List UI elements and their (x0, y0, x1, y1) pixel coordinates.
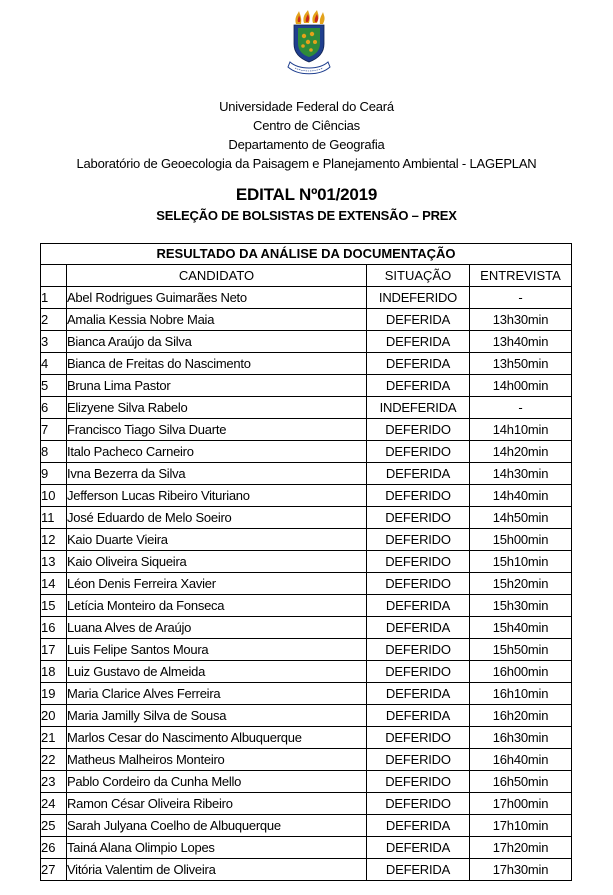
candidate-number: 17 (41, 639, 67, 661)
candidate-number: 9 (41, 463, 67, 485)
candidate-status: DEFERIDA (367, 859, 470, 881)
candidate-number: 16 (41, 617, 67, 639)
candidate-status: DEFERIDO (367, 573, 470, 595)
table-row (41, 441, 572, 463)
interview-time: 15h30min (470, 595, 572, 617)
candidate-number: 5 (41, 375, 67, 397)
candidate-status: DEFERIDO (367, 441, 470, 463)
university-emblem-logo (287, 10, 331, 78)
table-row (41, 727, 572, 749)
candidate-number: 13 (41, 551, 67, 573)
candidate-number: 8 (41, 441, 67, 463)
candidate-number: 10 (41, 485, 67, 507)
candidate-status: DEFERIDA (367, 353, 470, 375)
interview-time: - (470, 397, 572, 419)
laboratory-name: Laboratório de Geoecologia da Paisagem e Planejamento Ambiental - LAGEPLAN (76, 156, 537, 171)
candidate-name: Amalia Kessia Nobre Maia (67, 309, 367, 331)
university-name: Universidade Federal do Ceará (219, 99, 394, 114)
candidate-number: 25 (41, 815, 67, 837)
table-caption-row (41, 244, 572, 265)
candidate-name: Pablo Cordeiro da Cunha Mello (67, 771, 367, 793)
candidate-status: DEFERIDO (367, 749, 470, 771)
interview-time: 17h10min (470, 815, 572, 837)
candidate-status: INDEFERIDA (367, 397, 470, 419)
candidate-status: DEFERIDO (367, 529, 470, 551)
interview-time: 16h30min (470, 727, 572, 749)
candidate-number: 2 (41, 309, 67, 331)
interview-time: 14h50min (470, 507, 572, 529)
candidate-name: Luis Felipe Santos Moura (67, 639, 367, 661)
table-row (41, 639, 572, 661)
column-header-number (41, 265, 67, 287)
interview-time: 16h00min (470, 661, 572, 683)
candidate-name: Matheus Malheiros Monteiro (67, 749, 367, 771)
table-row (41, 573, 572, 595)
candidate-status: DEFERIDO (367, 661, 470, 683)
table-row (41, 617, 572, 639)
candidate-status: INDEFERIDO (367, 287, 470, 309)
candidate-status: DEFERIDO (367, 727, 470, 749)
candidate-status: DEFERIDA (367, 815, 470, 837)
column-header-candidate: CANDIDATO (67, 265, 367, 287)
interview-time: 16h40min (470, 749, 572, 771)
candidate-number: 22 (41, 749, 67, 771)
candidate-number: 15 (41, 595, 67, 617)
candidate-number: 3 (41, 331, 67, 353)
candidate-number: 19 (41, 683, 67, 705)
table-row (41, 683, 572, 705)
table-row (41, 485, 572, 507)
candidate-name: Abel Rodrigues Guimarães Neto (67, 287, 367, 309)
interview-time: 14h10min (470, 419, 572, 441)
candidate-status: DEFERIDA (367, 705, 470, 727)
candidate-name: Ivna Bezerra da Silva (67, 463, 367, 485)
column-header-interview: ENTREVISTA (470, 265, 572, 287)
table-row (41, 397, 572, 419)
interview-time: 17h20min (470, 837, 572, 859)
table-body (41, 287, 572, 881)
candidate-number: 14 (41, 573, 67, 595)
candidate-number: 6 (41, 397, 67, 419)
candidate-number: 4 (41, 353, 67, 375)
candidate-status: DEFERIDO (367, 419, 470, 441)
interview-time: 14h40min (470, 485, 572, 507)
candidate-name: Marlos Cesar do Nascimento Albuquerque (67, 727, 367, 749)
candidate-number: 11 (41, 507, 67, 529)
candidate-number: 26 (41, 837, 67, 859)
candidate-name: Jefferson Lucas Ribeiro Vituriano (67, 485, 367, 507)
table-row (41, 507, 572, 529)
table-row (41, 595, 572, 617)
table-header-row (41, 265, 572, 287)
table-row (41, 529, 572, 551)
candidate-name: Sarah Julyana Coelho de Albuquerque (67, 815, 367, 837)
table-row (41, 859, 572, 881)
candidate-name: Kaio Duarte Vieira (67, 529, 367, 551)
candidate-name: Bianca de Freitas do Nascimento (67, 353, 367, 375)
candidate-name: Letícia Monteiro da Fonseca (67, 595, 367, 617)
candidate-status: DEFERIDA (367, 331, 470, 353)
table-row (41, 375, 572, 397)
candidate-name: Ramon César Oliveira Ribeiro (67, 793, 367, 815)
table-row (41, 771, 572, 793)
candidate-status: DEFERIDO (367, 771, 470, 793)
candidate-status: DEFERIDA (367, 375, 470, 397)
candidate-name: Francisco Tiago Silva Duarte (67, 419, 367, 441)
table-caption: RESULTADO DA ANÁLISE DA DOCUMENTAÇÃO (41, 244, 572, 265)
table-row (41, 331, 572, 353)
interview-time: 16h50min (470, 771, 572, 793)
candidate-name: Italo Pacheco Carneiro (67, 441, 367, 463)
table-row (41, 749, 572, 771)
candidate-number: 1 (41, 287, 67, 309)
interview-time: 14h00min (470, 375, 572, 397)
candidate-status: DEFERIDA (367, 617, 470, 639)
table-row (41, 419, 572, 441)
candidate-name: Bruna Lima Pastor (67, 375, 367, 397)
edital-subtitle: SELEÇÃO DE BOLSISTAS DE EXTENSÃO – PREX (156, 208, 457, 223)
candidate-number: 18 (41, 661, 67, 683)
candidate-name: Kaio Oliveira Siqueira (67, 551, 367, 573)
interview-time: 15h50min (470, 639, 572, 661)
table-row (41, 661, 572, 683)
institution-header (0, 97, 613, 173)
candidate-number: 12 (41, 529, 67, 551)
table-row (41, 463, 572, 485)
candidate-number: 24 (41, 793, 67, 815)
candidate-number: 21 (41, 727, 67, 749)
column-header-status: SITUAÇÃO (367, 265, 470, 287)
table-row (41, 815, 572, 837)
table-row (41, 837, 572, 859)
candidate-status: DEFERIDA (367, 837, 470, 859)
interview-time: 15h00min (470, 529, 572, 551)
candidate-name: Vitória Valentim de Oliveira (67, 859, 367, 881)
candidate-name: Bianca Araújo da Silva (67, 331, 367, 353)
candidate-status: DEFERIDA (367, 683, 470, 705)
interview-time: 14h30min (470, 463, 572, 485)
table-row (41, 551, 572, 573)
candidate-name: Luana Alves de Araújo (67, 617, 367, 639)
edital-title: EDITAL Nº01/2019 (235, 185, 378, 204)
candidate-name: Tainá Alana Olimpio Lopes (67, 837, 367, 859)
interview-time: 13h50min (470, 353, 572, 375)
candidate-name: Maria Clarice Alves Ferreira (67, 683, 367, 705)
candidate-number: 20 (41, 705, 67, 727)
candidate-name: Léon Denis Ferreira Xavier (67, 573, 367, 595)
candidate-number: 7 (41, 419, 67, 441)
table-row (41, 287, 572, 309)
table-row (41, 793, 572, 815)
interview-time: 15h40min (470, 617, 572, 639)
interview-time: 13h30min (470, 309, 572, 331)
interview-time: 14h20min (470, 441, 572, 463)
department-name: Departamento de Geografia (228, 137, 385, 152)
candidate-name: Maria Jamilly Silva de Sousa (67, 705, 367, 727)
candidate-status: DEFERIDO (367, 639, 470, 661)
center-name: Centro de Ciências (253, 118, 360, 133)
candidate-status: DEFERIDO (367, 485, 470, 507)
candidate-number: 23 (41, 771, 67, 793)
table-row (41, 705, 572, 727)
interview-time: - (470, 287, 572, 309)
interview-time: 16h20min (470, 705, 572, 727)
candidate-name: José Eduardo de Melo Soeiro (67, 507, 367, 529)
candidate-status: DEFERIDO (367, 507, 470, 529)
table-row (41, 309, 572, 331)
candidate-name: Elizyene Silva Rabelo (67, 397, 367, 419)
table-row (41, 353, 572, 375)
interview-time: 15h10min (470, 551, 572, 573)
candidate-status: DEFERIDO (367, 551, 470, 573)
result-table (40, 243, 572, 881)
interview-time: 13h40min (470, 331, 572, 353)
interview-time: 16h10min (470, 683, 572, 705)
candidate-status: DEFERIDA (367, 595, 470, 617)
candidate-status: DEFERIDA (367, 309, 470, 331)
interview-time: 17h00min (470, 793, 572, 815)
candidate-status: DEFERIDO (367, 793, 470, 815)
candidate-number: 27 (41, 859, 67, 881)
interview-time: 15h20min (470, 573, 572, 595)
candidate-name: Luiz Gustavo de Almeida (67, 661, 367, 683)
candidate-status: DEFERIDA (367, 463, 470, 485)
interview-time: 17h30min (470, 859, 572, 881)
